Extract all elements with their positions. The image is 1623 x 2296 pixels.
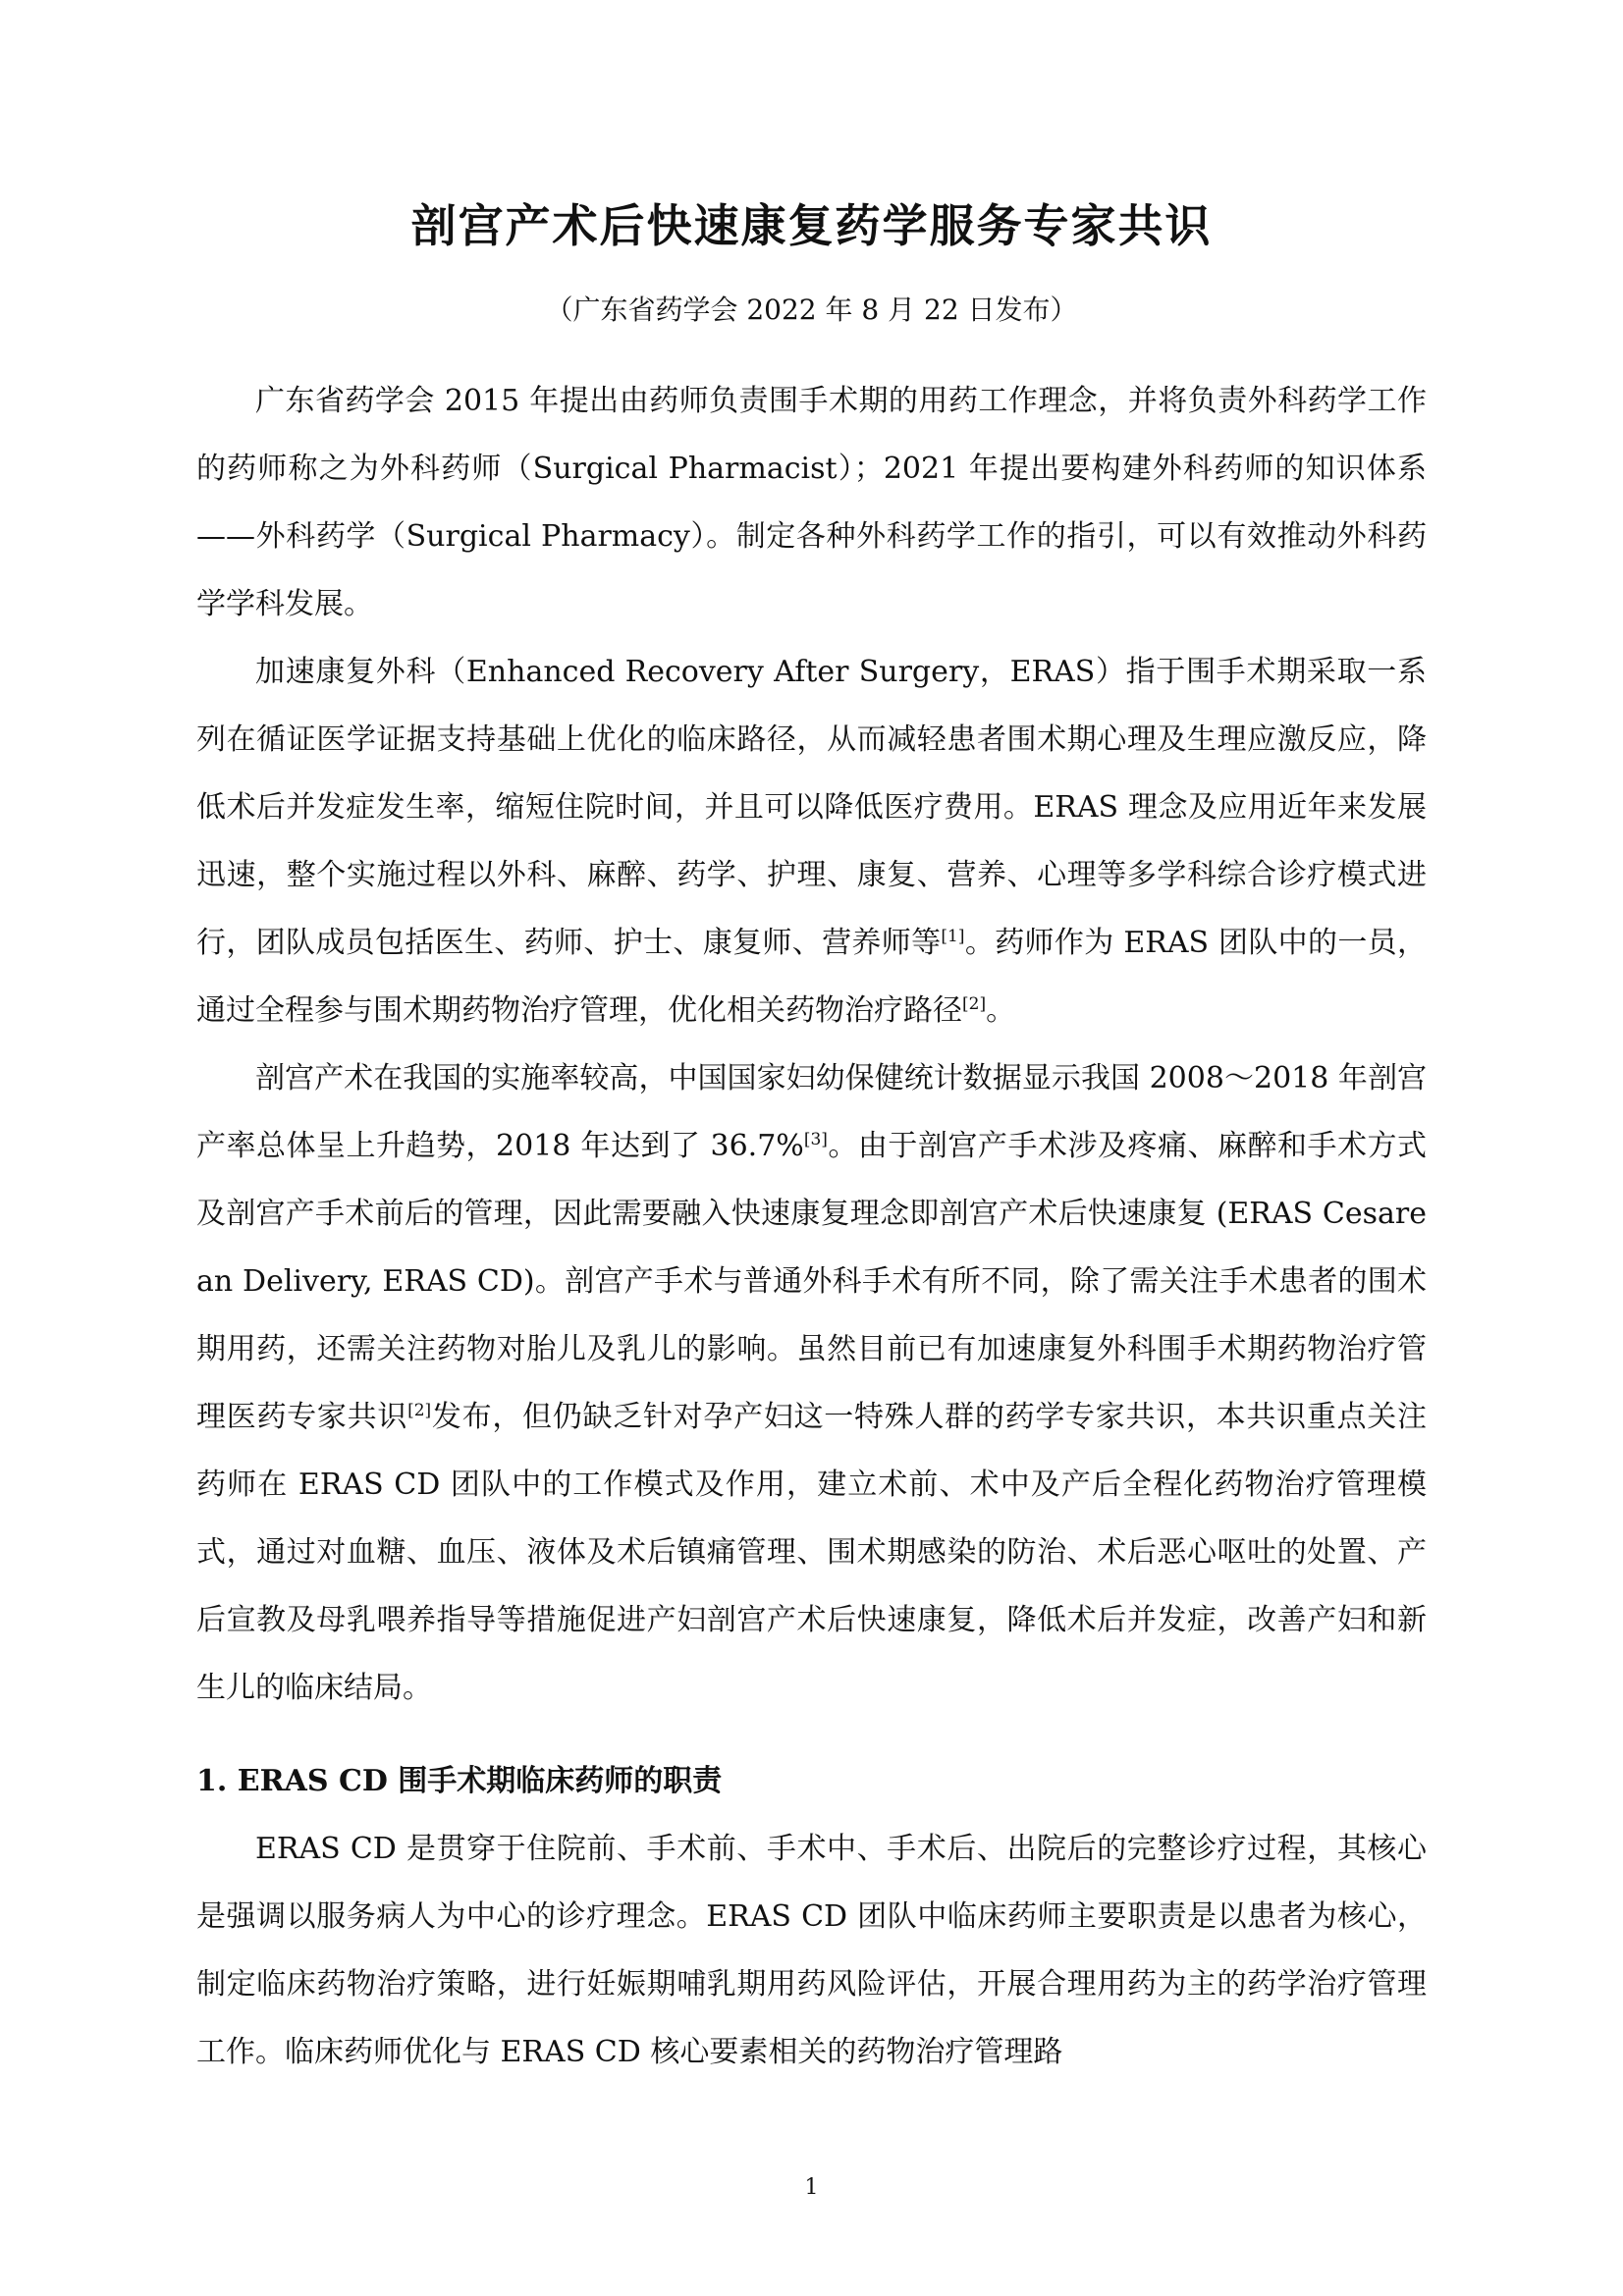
- citation-ref: [2]: [407, 1401, 432, 1420]
- paragraph-section1: ERAS CD 是贯穿于住院前、手术前、手术中、手术后、出院后的完整诊疗过程，其核心是强调以服务病人为中心的诊疗理念。ERAS CD 团队中临床药师主要职责是以患者为核心，制定临床药物治疗策略，进行妊娠期哺乳期用药风险评估，开展合理用药为主的药学治疗管理工作。临床药师优化与 ERAS CD 核心要素相关的药物治疗管理路: [196, 1832, 1427, 2069]
- document-body: [196, 367, 1427, 2086]
- section-heading: 1. ERAS CD 围手术期临床药师的职责: [196, 1764, 723, 1798]
- paragraph-text: 。药师作为 ERAS 团队中的一员，通过全程参与围术期药物治疗管理，优化相关药物治疗路径: [196, 926, 1428, 1028]
- citation-ref: [1]: [941, 927, 965, 946]
- document-title: 剖宫产术后快速康复药学服务专家共识: [410, 199, 1213, 252]
- paragraph-intro: 广东省药学会 2015 年提出由药师负责围手术期的用药工作理念，并将负责外科药学工作的药师称之为外科药师（Surgical Pharmacist）；2021 年提出要构建外科药师的知识体系——外科药学（Surgical Pharmacy）。制定各种外科药学工作的指引，可以有效推动外科药学学科发展。: [196, 384, 1427, 621]
- paragraph-cesarean: [196, 1044, 1427, 1722]
- page-number: 1: [804, 2175, 819, 2200]
- citation-ref: [3]: [803, 1130, 828, 1149]
- citation-ref: [2]: [962, 994, 987, 1014]
- document-subtitle: （广东省药学会 2022 年 8 月 22 日发布）: [545, 294, 1078, 326]
- paragraph-text: 。: [986, 993, 1016, 1028]
- paragraph-text: 发布，但仍缺乏针对孕产妇这一特殊人群的药学专家共识，本共识重点关注药师在 ERAS CD 团队中的工作模式及作用，建立术前、术中及产后全程化药物治疗管理模式，通过对血糖、血压、液体及术后镇痛管理、围术期感染的防治、术后恶心呕吐的处置、产后宣教及母乳喂养指导等措施促进产妇剖宫产术后快速康复，降低术后并发症，改善产妇和新生儿的临床结局。: [196, 1400, 1428, 1705]
- paragraph-text: 剖宫产术在我国的实施率较高，中国国家妇幼保健统计数据显示我国 2008～2018 年剖宫产率总体呈上升趋势，2018 年达到了 36.7%: [196, 1061, 1427, 1163]
- paragraph-eras: [196, 638, 1427, 1044]
- paragraph-text: 。由于剖宫产手术涉及疼痛、麻醉和手术方式及剖宫产手术前后的管理，因此需要融入快速康复理念即剖宫产术后快速康复 (ERAS Cesarean Delivery, ERAS CD)。剖宫产手术与普通外科手术有所不同，除了需关注手术患者的围术期用药，还需关注药物对胎儿及乳儿的影响。虽然目前已有加速康复外科围手术期药物治疗管理医药专家共识: [196, 1129, 1428, 1434]
- paragraph-text: 加速康复外科（Enhanced Recovery After Surgery，ERAS）指于围手术期采取一系列在循证医学证据支持基础上优化的临床路径，从而减轻患者围术期心理及生理应激反应，降低术后并发症发生率，缩短住院时间，并且可以降低医疗费用。ERAS 理念及应用近年来发展迅速，整个实施过程以外科、麻醉、药学、护理、康复、营养、心理等多学科综合诊疗模式进行，团队成员包括医生、药师、护士、康复师、营养师等: [196, 655, 1427, 960]
